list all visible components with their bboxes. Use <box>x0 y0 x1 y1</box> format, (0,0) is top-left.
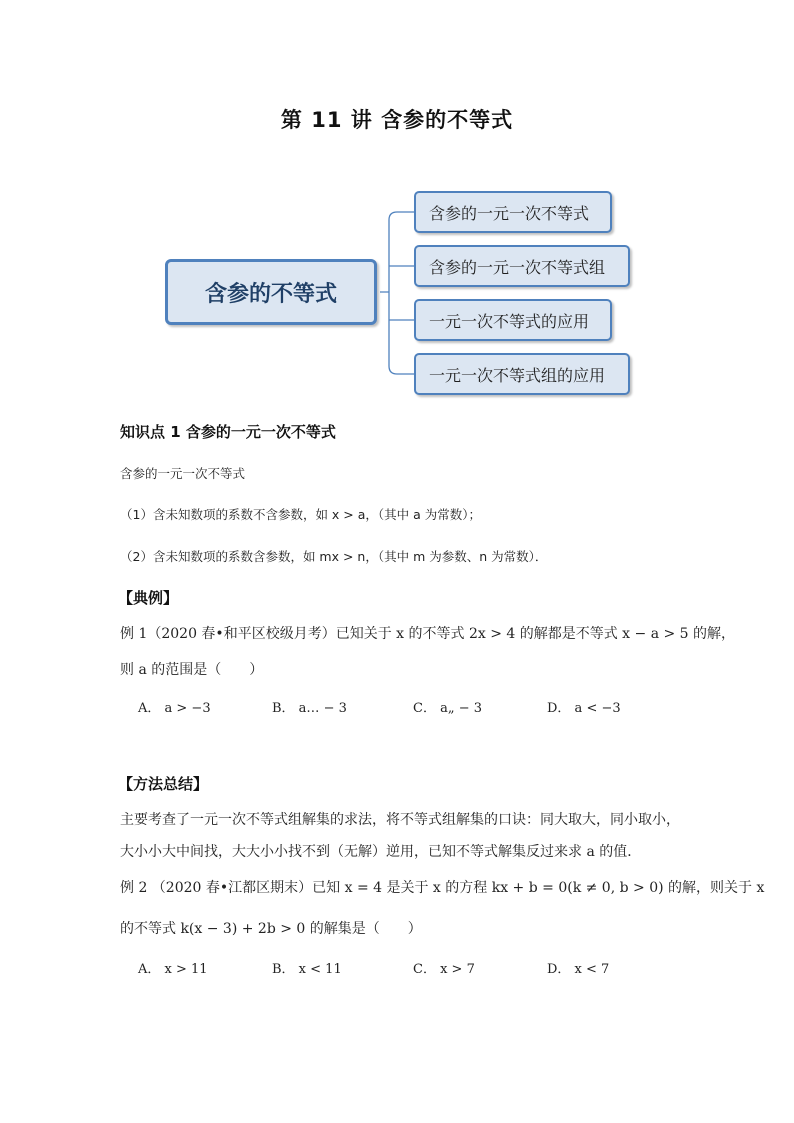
method-summary-line: 大小小大中间找，大大小小找不到（无解）逆用，已知不等式解集反过来求 a 的值． <box>120 844 642 860</box>
knowledge-point-subtitle: 含参的一元一次不等式 <box>120 466 246 481</box>
option-a: A． a > −3 <box>138 701 211 716</box>
mindmap-connectors <box>0 0 794 420</box>
example-2-question-cont: 的不等式 k(x − 3) + 2b > 0 的解集是（ ） <box>120 921 422 937</box>
example-2-question: 例 2 （2020 春•江都区期末）已知 x = 4 是关于 x 的方程 kx + b = 0(k ≠ 0, b > 0) 的解，则关于 x <box>120 880 765 896</box>
method-section-label: 【方法总结】 <box>118 775 209 793</box>
method-summary-line: 主要考查了一元一次不等式组解集的求法，将不等式组解集的口诀：同大取大，同小取小， <box>120 812 680 828</box>
option-d: D． a < −3 <box>547 701 621 716</box>
mindmap-branch-node: 含参的一元一次不等式组 <box>414 245 630 287</box>
knowledge-point-heading: 知识点 1 含参的一元一次不等式 <box>120 423 336 441</box>
connector-line <box>380 212 414 374</box>
option-d: D． x < 7 <box>547 962 610 977</box>
option-c: C． a„ − 3 <box>413 701 482 716</box>
mindmap-central-node: 含参的不等式 <box>165 259 377 325</box>
example-section-label: 【典例】 <box>118 589 179 607</box>
option-b: B． x < 11 <box>272 962 342 977</box>
knowledge-point-item: （2）含未知数项的系数含参数，如 mx > n，（其中 m 为参数、n 为常数）． <box>120 549 548 564</box>
option-b: B． a… − 3 <box>272 701 347 716</box>
page-title: 第 11 讲 含参的不等式 <box>280 108 514 132</box>
knowledge-point-item: （1）含未知数项的系数不含参数，如 x > a，（其中 a 为常数）； <box>120 507 482 522</box>
example-1-question: 例 1（2020 春•和平区校级月考）已知关于 x 的不等式 2x > 4 的解都是不等式 x − a > 5 的解， <box>120 626 736 642</box>
mindmap-branch-node: 一元一次不等式的应用 <box>414 299 612 341</box>
mindmap-branch-node: 含参的一元一次不等式 <box>414 191 612 233</box>
example-1-question-cont: 则 a 的范围是（ ） <box>120 662 264 678</box>
option-c: C． x > 7 <box>413 962 475 977</box>
mindmap-branch-node: 一元一次不等式组的应用 <box>414 353 630 395</box>
option-a: A． x > 11 <box>138 962 208 977</box>
